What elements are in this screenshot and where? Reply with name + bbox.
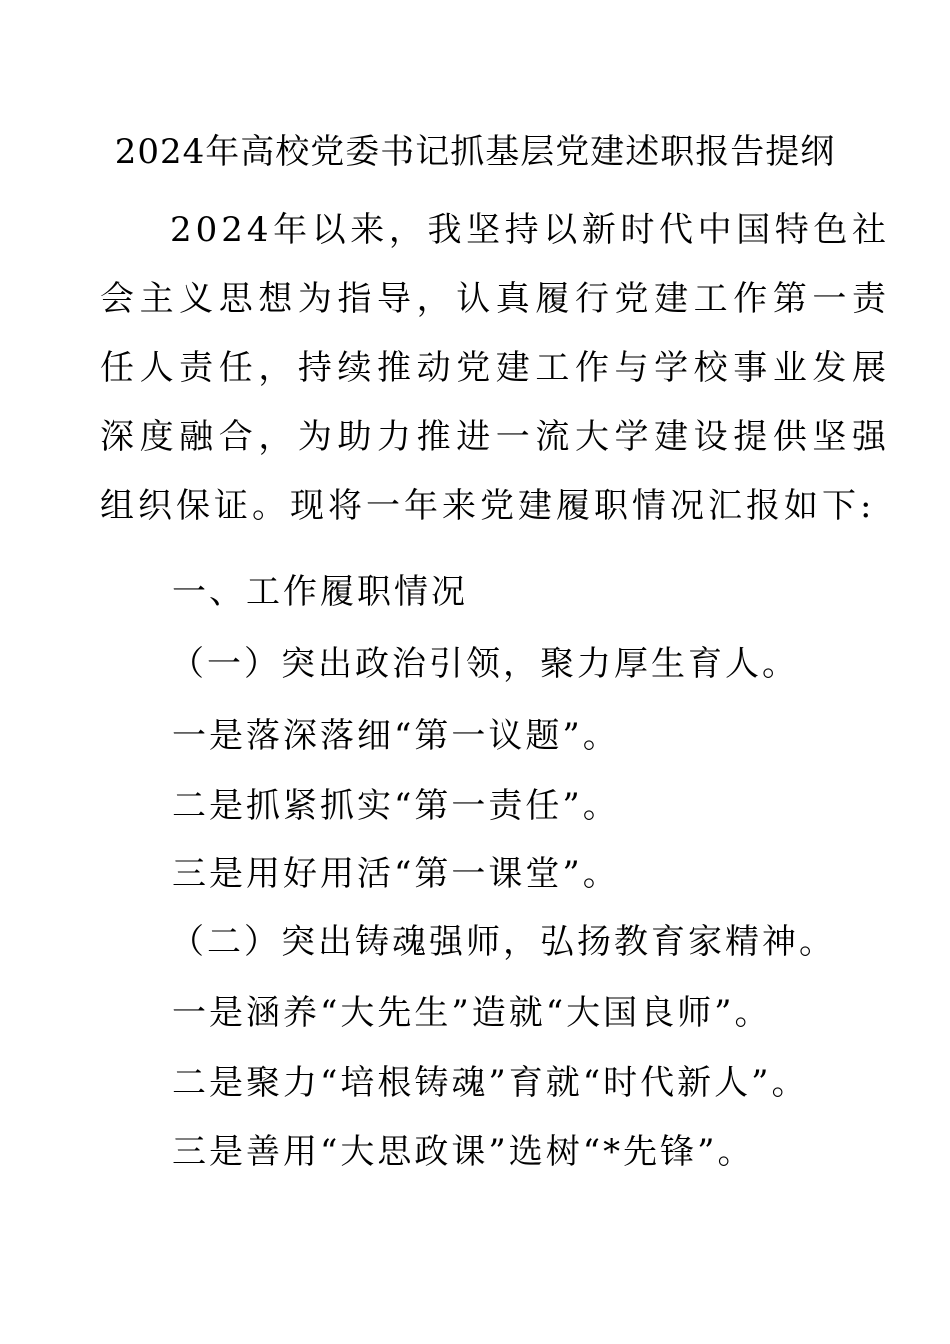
list-item: 一是落深落细“第一议题”。 [172, 716, 620, 756]
section-heading: 一、工作履职情况 [172, 572, 468, 612]
list-item: 一是涵养“大先生”造就“大国良师”。 [172, 993, 772, 1033]
subsection-heading-2: （二）突出铸魂强师，弘扬教育家精神。 [170, 922, 836, 962]
list-item: 三是善用“大思政课”选树“*先锋”。 [172, 1132, 755, 1172]
list-item: 二是聚力“培根铸魂”育就“时代新人”。 [172, 1063, 809, 1103]
list-item: 三是用好用活“第一课堂”。 [172, 854, 620, 894]
intro-paragraph: 2024年以来，我坚持以新时代中国特色社会主义思想为指导，认真履行党建工作第一责任人责任，持续推动党建工作与学校事业发展深度融合，为助力推进一流大学建设提供坚强组织保证。现将一年来党建履职情况汇报如下: [100, 210, 890, 526]
list-item: 二是抓紧抓实“第一责任”。 [172, 786, 620, 826]
subsection-heading-1: （一）突出政治引领，聚力厚生育人。 [170, 644, 799, 684]
document-title: 2024年高校党委书记抓基层党建述职报告提纲 [114, 132, 836, 172]
